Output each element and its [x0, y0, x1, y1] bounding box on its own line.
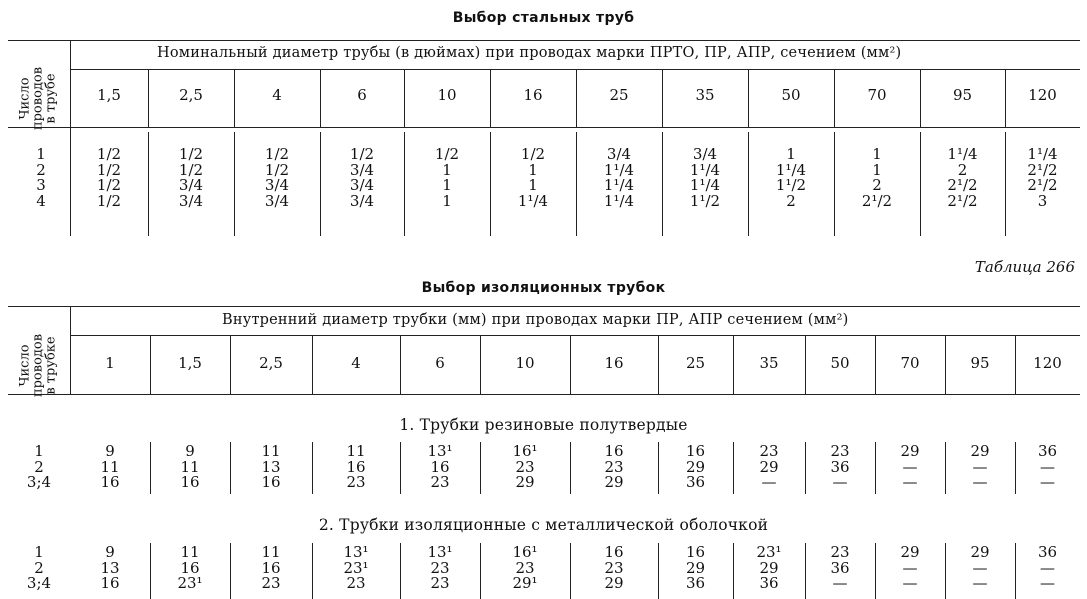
table2-section-header: 16	[604, 354, 624, 372]
table2-column-divider	[150, 543, 151, 599]
table2-value-column: 16 29 36	[685, 543, 706, 592]
table2-section-header: 25	[685, 354, 706, 372]
table2-column-divider	[480, 335, 481, 394]
table2-section-header: 10	[515, 354, 535, 372]
table2-value-column: 36 — —	[1037, 442, 1058, 491]
table2-column-divider	[945, 543, 946, 599]
table1-value-column: 1 1¹/4 1¹/2 2	[775, 145, 807, 210]
table2-column-divider	[230, 442, 231, 494]
table2-column-divider	[400, 335, 401, 394]
table2-column-divider	[480, 543, 481, 599]
table2-column-divider	[658, 335, 659, 394]
table2-section1-title: 1. Трубки резиновые полутвердые	[399, 416, 688, 434]
table2-column-divider	[150, 335, 151, 394]
table1-wire-counts: 1 2 3 4	[36, 145, 46, 210]
table2-section-header: 1,5	[178, 354, 202, 372]
table1-column-divider	[576, 69, 577, 127]
table1-row-header: Число проводов в трубе	[17, 66, 59, 131]
table2-column-header: Внутренний диаметр трубки (мм) при проводах марки ПР, АПР сечением (мм²)	[222, 312, 849, 328]
table2-column-divider	[1015, 543, 1016, 599]
table2-value-column: 16¹ 23 29¹	[512, 543, 538, 592]
table2-column-divider	[805, 335, 806, 394]
table1-column-divider	[748, 69, 749, 127]
table1-value-column: 1/2 1 1 1¹/4	[517, 145, 549, 210]
table1-value-column: 1/2 1/2 3/4 3/4	[264, 145, 290, 210]
table2-value-column: 11 16 23	[261, 543, 281, 592]
table1-section-header: 35	[695, 86, 715, 104]
table1-column-header: Номинальный диаметр трубы (в дюймах) при проводах марки ПРТО, ПР, АПР, сечением (мм²)	[157, 45, 902, 61]
table2-value-column: 36 — —	[1037, 543, 1058, 592]
table2-number: Таблица 266	[974, 258, 1075, 276]
table2-value-column: 13¹ 16 23	[427, 442, 453, 491]
table2-value-column: 13¹ 23¹ 23	[343, 543, 369, 592]
table1-column-divider	[234, 132, 235, 236]
table1-section-header: 50	[781, 86, 801, 104]
table1-section-header: 25	[609, 86, 629, 104]
table2-value-column: 9 11 16	[180, 442, 200, 491]
table1-value-column: 1¹/4 2¹/2 2¹/2 3	[1027, 145, 1058, 210]
table2-section1-wire-counts: 1 2 3;4	[26, 442, 52, 491]
table2-value-column: 29 — —	[900, 442, 920, 491]
table1-column-divider	[748, 132, 749, 236]
table1-section-header: 16	[523, 86, 543, 104]
table2-column-divider	[733, 335, 734, 394]
table1-column-divider	[490, 69, 491, 127]
table2-column-divider	[805, 442, 806, 494]
table1-column-divider	[662, 132, 663, 236]
table2-column-divider	[875, 335, 876, 394]
table1-section-header: 120	[1028, 86, 1057, 104]
table2-column-divider	[945, 335, 946, 394]
table2-column-divider	[150, 442, 151, 494]
table1-column-divider	[320, 69, 321, 127]
table2-row-header-divider	[70, 306, 71, 394]
table1-column-divider	[834, 132, 835, 236]
table1-body-rule	[8, 127, 1080, 128]
table2-value-column: 16 23 29	[604, 442, 624, 491]
table1-value-column: 1/2 3/4 3/4 3/4	[349, 145, 375, 210]
table1-top-rule	[8, 40, 1080, 41]
table1-column-divider	[662, 69, 663, 127]
table2-column-divider	[312, 335, 313, 394]
table2-section-header: 50	[830, 354, 850, 372]
table1-column-divider	[920, 69, 921, 127]
table1-column-divider	[920, 132, 921, 236]
table1-value-column: 1/2 1/2 3/4 3/4	[178, 145, 204, 210]
table2-column-divider	[658, 543, 659, 599]
table1-value-column: 1¹/4 2 2¹/2 2¹/2	[947, 145, 978, 210]
table1-section-header: 10	[437, 86, 457, 104]
table2-column-divider	[400, 543, 401, 599]
table1-value-column: 1/2 1/2 1/2 1/2	[96, 145, 122, 210]
table2-row-header: Число проводов в трубке	[17, 333, 59, 398]
table1-section-header: 6	[357, 86, 367, 104]
table2-column-divider	[1015, 442, 1016, 494]
table2-header-rule	[70, 335, 1080, 336]
table1-value-column: 1 1 2 2¹/2	[861, 145, 893, 210]
table1-column-divider	[834, 69, 835, 127]
table1-section-header: 2,5	[179, 86, 203, 104]
table1-value-column: 3/4 1¹/4 1¹/4 1¹/4	[603, 145, 635, 210]
table2-column-divider	[733, 543, 734, 599]
table1-column-divider	[576, 132, 577, 236]
table1-section-header: 4	[272, 86, 282, 104]
table2-section-header: 4	[351, 354, 361, 372]
table2-value-column: 23¹ 29 36	[756, 543, 782, 592]
table1-column-divider	[404, 132, 405, 236]
table2-value-column: 13¹ 23 23	[427, 543, 453, 592]
table2-column-divider	[945, 442, 946, 494]
table1-column-divider	[404, 69, 405, 127]
table1-column-divider	[320, 132, 321, 236]
table2-section-header: 1	[105, 354, 115, 372]
table1-column-divider	[490, 132, 491, 236]
table2-section-header: 35	[759, 354, 779, 372]
table2-section-header: 6	[435, 354, 445, 372]
table1-section-header: 95	[952, 86, 973, 104]
table2-column-divider	[312, 543, 313, 599]
table2-column-divider	[875, 442, 876, 494]
table1-section-header: 1,5	[97, 86, 121, 104]
table2-column-divider	[570, 335, 571, 394]
table2-value-column: 23 36 —	[830, 442, 850, 491]
table2-column-divider	[570, 442, 571, 494]
table2-column-divider	[733, 442, 734, 494]
table2-section-header: 2,5	[259, 354, 283, 372]
table1-column-divider	[148, 69, 149, 127]
table1-header-rule	[70, 69, 1080, 70]
table2-value-column: 29 — —	[970, 442, 990, 491]
table2-value-column: 11 16 23	[346, 442, 366, 491]
table2-section-header: 70	[900, 354, 920, 372]
table2-column-divider	[230, 335, 231, 394]
table2-top-rule	[8, 306, 1080, 307]
table2-value-column: 16 29 36	[685, 442, 706, 491]
table2-column-divider	[805, 543, 806, 599]
table2-section2-wire-counts: 1 2 3;4	[26, 543, 52, 592]
table2-value-column: 23 36 —	[830, 543, 850, 592]
table1-value-column: 1/2 1 1 1	[434, 145, 460, 210]
table2-value-column: 16 23 29	[604, 543, 624, 592]
table2-value-column: 29 — —	[900, 543, 920, 592]
table2-column-divider	[658, 442, 659, 494]
table2-column-divider	[230, 543, 231, 599]
table1-column-divider	[1005, 132, 1006, 236]
table2-column-divider	[400, 442, 401, 494]
table2-value-column: 16¹ 23 29	[512, 442, 538, 491]
table1-column-divider	[1005, 69, 1006, 127]
table2-column-divider	[1015, 335, 1016, 394]
table1-section-header: 70	[867, 86, 887, 104]
table1-title: Выбор стальных труб	[452, 10, 635, 26]
table2-value-column: 23 29 —	[759, 442, 779, 491]
table2-value-column: 11 16 23¹	[177, 543, 203, 592]
table2-value-column: 11 13 16	[261, 442, 281, 491]
table2-column-divider	[312, 442, 313, 494]
table2-value-column: 9 11 16	[100, 442, 120, 491]
table2-body-rule	[8, 394, 1080, 395]
table2-column-divider	[480, 442, 481, 494]
table1-column-divider	[148, 132, 149, 236]
table2-section-header: 120	[1033, 354, 1062, 372]
table2-value-column: 29 — —	[970, 543, 990, 592]
table2-value-column: 9 13 16	[100, 543, 120, 592]
table1-column-divider	[234, 69, 235, 127]
table2-section-header: 95	[970, 354, 990, 372]
table2-section2-title: 2. Трубки изоляционные с металлической оболочкой	[318, 516, 769, 534]
table1-value-column: 3/4 1¹/4 1¹/4 1¹/2	[689, 145, 721, 210]
table2-title: Выбор изоляционных трубок	[421, 280, 666, 296]
table2-column-divider	[570, 543, 571, 599]
table2-column-divider	[875, 543, 876, 599]
